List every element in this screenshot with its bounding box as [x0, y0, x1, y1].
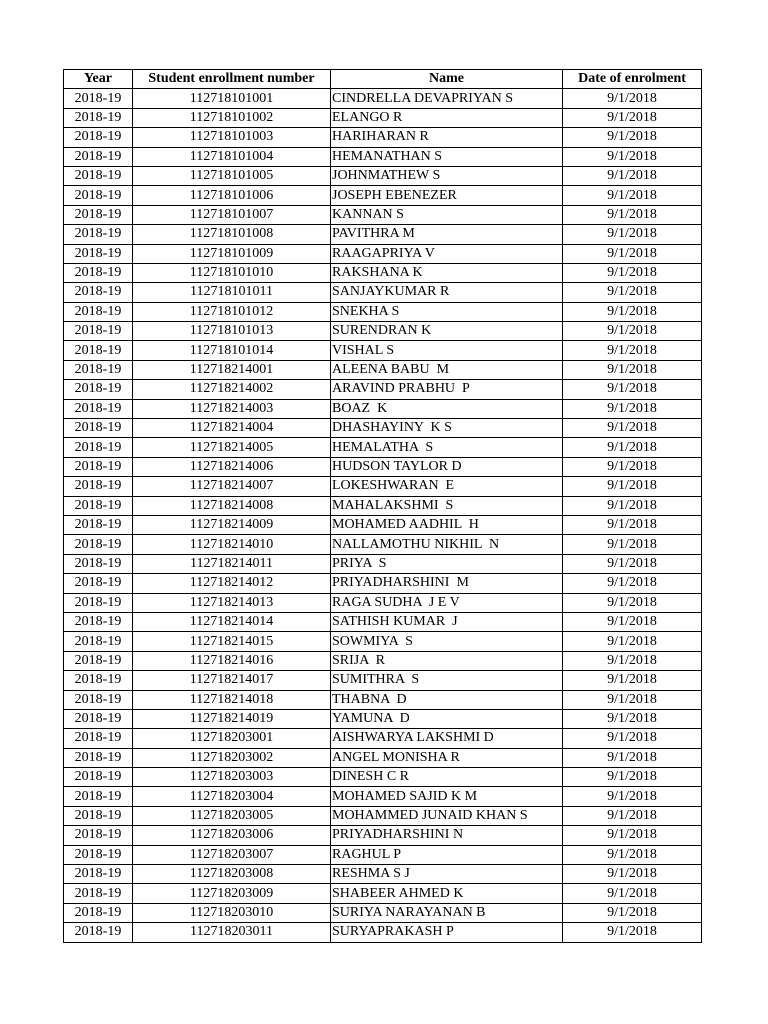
cell-date-of-enrolment: 9/1/2018 [563, 186, 702, 205]
cell-date-of-enrolment: 9/1/2018 [563, 205, 702, 224]
cell-enrollment-number: 112718214004 [133, 419, 331, 438]
table-row [64, 806, 702, 825]
cell-year: 2018-19 [64, 903, 133, 922]
cell-date-of-enrolment: 9/1/2018 [563, 302, 702, 321]
cell-year: 2018-19 [64, 748, 133, 767]
table-row [64, 865, 702, 884]
cell-date-of-enrolment: 9/1/2018 [563, 128, 702, 147]
cell-date-of-enrolment: 9/1/2018 [563, 845, 702, 864]
cell-student-name: DHASHAYINY K S [331, 419, 563, 438]
cell-enrollment-number: 112718214003 [133, 399, 331, 418]
cell-date-of-enrolment: 9/1/2018 [563, 671, 702, 690]
cell-date-of-enrolment: 9/1/2018 [563, 884, 702, 903]
table-row [64, 535, 702, 554]
cell-enrollment-number: 112718101012 [133, 302, 331, 321]
table-row [64, 186, 702, 205]
cell-enrollment-number: 112718214006 [133, 457, 331, 476]
cell-date-of-enrolment: 9/1/2018 [563, 496, 702, 515]
cell-student-name: HUDSON TAYLOR D [331, 457, 563, 476]
cell-enrollment-number: 112718203005 [133, 806, 331, 825]
table-row [64, 690, 702, 709]
table-row [64, 225, 702, 244]
cell-enrollment-number: 112718101014 [133, 341, 331, 360]
cell-enrollment-number: 112718101005 [133, 166, 331, 185]
cell-student-name: SATHISH KUMAR J [331, 612, 563, 631]
header-row [64, 70, 702, 89]
cell-date-of-enrolment: 9/1/2018 [563, 419, 702, 438]
table-row [64, 515, 702, 534]
cell-student-name: ELANGO R [331, 108, 563, 127]
cell-enrollment-number: 112718101003 [133, 128, 331, 147]
cell-year: 2018-19 [64, 457, 133, 476]
table-row [64, 244, 702, 263]
cell-date-of-enrolment: 9/1/2018 [563, 244, 702, 263]
cell-student-name: MOHAMED SAJID K M [331, 787, 563, 806]
cell-student-name: PRIYADHARSHINI M [331, 574, 563, 593]
cell-year: 2018-19 [64, 399, 133, 418]
header-year: Year [64, 70, 133, 89]
cell-enrollment-number: 112718214008 [133, 496, 331, 515]
cell-year: 2018-19 [64, 89, 133, 108]
cell-student-name: MOHAMMED JUNAID KHAN S [331, 806, 563, 825]
cell-year: 2018-19 [64, 108, 133, 127]
cell-enrollment-number: 112718203006 [133, 826, 331, 845]
cell-enrollment-number: 112718214010 [133, 535, 331, 554]
cell-enrollment-number: 112718214014 [133, 612, 331, 631]
cell-year: 2018-19 [64, 322, 133, 341]
table-row [64, 884, 702, 903]
table-row [64, 399, 702, 418]
cell-year: 2018-19 [64, 554, 133, 573]
cell-year: 2018-19 [64, 593, 133, 612]
cell-year: 2018-19 [64, 574, 133, 593]
table-row [64, 593, 702, 612]
cell-enrollment-number: 112718203011 [133, 923, 331, 942]
cell-year: 2018-19 [64, 709, 133, 728]
cell-year: 2018-19 [64, 535, 133, 554]
cell-student-name: CINDRELLA DEVAPRIYAN S [331, 89, 563, 108]
cell-student-name: SURIYA NARAYANAN B [331, 903, 563, 922]
cell-enrollment-number: 112718203010 [133, 903, 331, 922]
cell-enrollment-number: 112718203007 [133, 845, 331, 864]
cell-student-name: JOSEPH EBENEZER [331, 186, 563, 205]
table-row [64, 768, 702, 787]
cell-year: 2018-19 [64, 768, 133, 787]
cell-student-name: SRIJA R [331, 651, 563, 670]
cell-enrollment-number: 112718101004 [133, 147, 331, 166]
cell-student-name: DINESH C R [331, 768, 563, 787]
table-row [64, 322, 702, 341]
cell-date-of-enrolment: 9/1/2018 [563, 729, 702, 748]
cell-student-name: HEMALATHA S [331, 438, 563, 457]
table-body [64, 89, 702, 942]
cell-enrollment-number: 112718203004 [133, 787, 331, 806]
cell-year: 2018-19 [64, 438, 133, 457]
cell-student-name: HEMANATHAN S [331, 147, 563, 166]
cell-date-of-enrolment: 9/1/2018 [563, 477, 702, 496]
table-row [64, 457, 702, 476]
cell-date-of-enrolment: 9/1/2018 [563, 923, 702, 942]
table-row [64, 419, 702, 438]
cell-enrollment-number: 112718214009 [133, 515, 331, 534]
cell-date-of-enrolment: 9/1/2018 [563, 225, 702, 244]
cell-student-name: RAGHUL P [331, 845, 563, 864]
table-row [64, 651, 702, 670]
cell-year: 2018-19 [64, 419, 133, 438]
table-row [64, 89, 702, 108]
cell-year: 2018-19 [64, 806, 133, 825]
cell-date-of-enrolment: 9/1/2018 [563, 457, 702, 476]
cell-date-of-enrolment: 9/1/2018 [563, 380, 702, 399]
cell-year: 2018-19 [64, 477, 133, 496]
cell-date-of-enrolment: 9/1/2018 [563, 574, 702, 593]
cell-student-name: HARIHARAN R [331, 128, 563, 147]
cell-enrollment-number: 112718214018 [133, 690, 331, 709]
cell-date-of-enrolment: 9/1/2018 [563, 438, 702, 457]
cell-date-of-enrolment: 9/1/2018 [563, 826, 702, 845]
cell-enrollment-number: 112718214001 [133, 360, 331, 379]
table-row [64, 826, 702, 845]
cell-student-name: KANNAN S [331, 205, 563, 224]
cell-date-of-enrolment: 9/1/2018 [563, 399, 702, 418]
cell-enrollment-number: 112718214002 [133, 380, 331, 399]
cell-date-of-enrolment: 9/1/2018 [563, 108, 702, 127]
cell-enrollment-number: 112718203002 [133, 748, 331, 767]
cell-year: 2018-19 [64, 225, 133, 244]
cell-student-name: MAHALAKSHMI S [331, 496, 563, 515]
cell-year: 2018-19 [64, 923, 133, 942]
cell-year: 2018-19 [64, 884, 133, 903]
table-row [64, 923, 702, 942]
cell-date-of-enrolment: 9/1/2018 [563, 748, 702, 767]
cell-student-name: SHABEER AHMED K [331, 884, 563, 903]
cell-student-name: VISHAL S [331, 341, 563, 360]
cell-year: 2018-19 [64, 690, 133, 709]
cell-enrollment-number: 112718214016 [133, 651, 331, 670]
cell-date-of-enrolment: 9/1/2018 [563, 651, 702, 670]
cell-student-name: SNEKHA S [331, 302, 563, 321]
cell-student-name: SANJAYKUMAR R [331, 283, 563, 302]
table-row [64, 302, 702, 321]
cell-year: 2018-19 [64, 302, 133, 321]
table-row [64, 341, 702, 360]
cell-enrollment-number: 112718101001 [133, 89, 331, 108]
cell-date-of-enrolment: 9/1/2018 [563, 903, 702, 922]
table-row [64, 671, 702, 690]
cell-date-of-enrolment: 9/1/2018 [563, 341, 702, 360]
cell-enrollment-number: 112718101010 [133, 263, 331, 282]
cell-date-of-enrolment: 9/1/2018 [563, 147, 702, 166]
cell-enrollment-number: 112718101002 [133, 108, 331, 127]
table-row [64, 729, 702, 748]
table-row [64, 147, 702, 166]
cell-year: 2018-19 [64, 651, 133, 670]
cell-student-name: THABNA D [331, 690, 563, 709]
table-row [64, 438, 702, 457]
cell-year: 2018-19 [64, 515, 133, 534]
cell-year: 2018-19 [64, 865, 133, 884]
cell-date-of-enrolment: 9/1/2018 [563, 554, 702, 573]
table-row [64, 360, 702, 379]
cell-student-name: RAKSHANA K [331, 263, 563, 282]
cell-date-of-enrolment: 9/1/2018 [563, 709, 702, 728]
cell-year: 2018-19 [64, 632, 133, 651]
cell-student-name: YAMUNA D [331, 709, 563, 728]
cell-year: 2018-19 [64, 283, 133, 302]
cell-enrollment-number: 112718101007 [133, 205, 331, 224]
cell-date-of-enrolment: 9/1/2018 [563, 632, 702, 651]
cell-enrollment-number: 112718101008 [133, 225, 331, 244]
cell-date-of-enrolment: 9/1/2018 [563, 690, 702, 709]
cell-enrollment-number: 112718214019 [133, 709, 331, 728]
cell-date-of-enrolment: 9/1/2018 [563, 865, 702, 884]
cell-enrollment-number: 112718101013 [133, 322, 331, 341]
cell-year: 2018-19 [64, 147, 133, 166]
cell-student-name: LOKESHWARAN E [331, 477, 563, 496]
cell-year: 2018-19 [64, 612, 133, 631]
table-row [64, 108, 702, 127]
table-row [64, 748, 702, 767]
cell-date-of-enrolment: 9/1/2018 [563, 360, 702, 379]
cell-student-name: SURYAPRAKASH P [331, 923, 563, 942]
cell-enrollment-number: 112718214007 [133, 477, 331, 496]
table-row [64, 554, 702, 573]
table-row [64, 903, 702, 922]
enrollment-table [63, 69, 702, 943]
cell-year: 2018-19 [64, 205, 133, 224]
cell-year: 2018-19 [64, 671, 133, 690]
cell-date-of-enrolment: 9/1/2018 [563, 515, 702, 534]
cell-year: 2018-19 [64, 341, 133, 360]
cell-year: 2018-19 [64, 845, 133, 864]
cell-date-of-enrolment: 9/1/2018 [563, 768, 702, 787]
cell-student-name: RESHMA S J [331, 865, 563, 884]
cell-enrollment-number: 112718214015 [133, 632, 331, 651]
table-row [64, 632, 702, 651]
cell-student-name: NALLAMOTHU NIKHIL N [331, 535, 563, 554]
cell-year: 2018-19 [64, 787, 133, 806]
cell-student-name: MOHAMED AADHIL H [331, 515, 563, 534]
cell-student-name: SUMITHRA S [331, 671, 563, 690]
cell-enrollment-number: 112718214017 [133, 671, 331, 690]
table-row [64, 574, 702, 593]
cell-enrollment-number: 112718101011 [133, 283, 331, 302]
cell-year: 2018-19 [64, 826, 133, 845]
table-row [64, 845, 702, 864]
cell-date-of-enrolment: 9/1/2018 [563, 593, 702, 612]
cell-student-name: PRIYADHARSHINI N [331, 826, 563, 845]
table-row [64, 263, 702, 282]
cell-student-name: ANGEL MONISHA R [331, 748, 563, 767]
cell-date-of-enrolment: 9/1/2018 [563, 263, 702, 282]
cell-year: 2018-19 [64, 729, 133, 748]
cell-student-name: ARAVIND PRABHU P [331, 380, 563, 399]
cell-student-name: ALEENA BABU M [331, 360, 563, 379]
cell-date-of-enrolment: 9/1/2018 [563, 535, 702, 554]
cell-year: 2018-19 [64, 128, 133, 147]
table-row [64, 496, 702, 515]
cell-date-of-enrolment: 9/1/2018 [563, 89, 702, 108]
cell-enrollment-number: 112718101006 [133, 186, 331, 205]
table-row [64, 612, 702, 631]
cell-student-name: PAVITHRA M [331, 225, 563, 244]
cell-enrollment-number: 112718214012 [133, 574, 331, 593]
cell-enrollment-number: 112718214005 [133, 438, 331, 457]
cell-student-name: AISHWARYA LAKSHMI D [331, 729, 563, 748]
cell-date-of-enrolment: 9/1/2018 [563, 806, 702, 825]
table-row [64, 128, 702, 147]
cell-enrollment-number: 112718203009 [133, 884, 331, 903]
cell-enrollment-number: 112718214011 [133, 554, 331, 573]
table-row [64, 477, 702, 496]
cell-date-of-enrolment: 9/1/2018 [563, 612, 702, 631]
cell-year: 2018-19 [64, 263, 133, 282]
cell-enrollment-number: 112718203003 [133, 768, 331, 787]
cell-date-of-enrolment: 9/1/2018 [563, 787, 702, 806]
cell-student-name: PRIYA S [331, 554, 563, 573]
header-name: Name [331, 70, 563, 89]
table-row [64, 709, 702, 728]
cell-year: 2018-19 [64, 496, 133, 515]
cell-enrollment-number: 112718214013 [133, 593, 331, 612]
header-enrollment-number: Student enrollment number [133, 70, 331, 89]
cell-date-of-enrolment: 9/1/2018 [563, 283, 702, 302]
cell-enrollment-number: 112718203001 [133, 729, 331, 748]
cell-date-of-enrolment: 9/1/2018 [563, 166, 702, 185]
table-row [64, 205, 702, 224]
cell-student-name: JOHNMATHEW S [331, 166, 563, 185]
cell-student-name: RAGA SUDHA J E V [331, 593, 563, 612]
cell-student-name: SOWMIYA S [331, 632, 563, 651]
table-row [64, 787, 702, 806]
cell-year: 2018-19 [64, 166, 133, 185]
table-row [64, 283, 702, 302]
cell-year: 2018-19 [64, 380, 133, 399]
table-row [64, 166, 702, 185]
header-date-of-enrolment: Date of enrolment [563, 70, 702, 89]
cell-student-name: RAAGAPRIYA V [331, 244, 563, 263]
cell-date-of-enrolment: 9/1/2018 [563, 322, 702, 341]
table-header [64, 70, 702, 89]
cell-student-name: SURENDRAN K [331, 322, 563, 341]
cell-enrollment-number: 112718101009 [133, 244, 331, 263]
cell-year: 2018-19 [64, 186, 133, 205]
cell-student-name: BOAZ K [331, 399, 563, 418]
cell-enrollment-number: 112718203008 [133, 865, 331, 884]
table-row [64, 380, 702, 399]
cell-year: 2018-19 [64, 360, 133, 379]
cell-year: 2018-19 [64, 244, 133, 263]
